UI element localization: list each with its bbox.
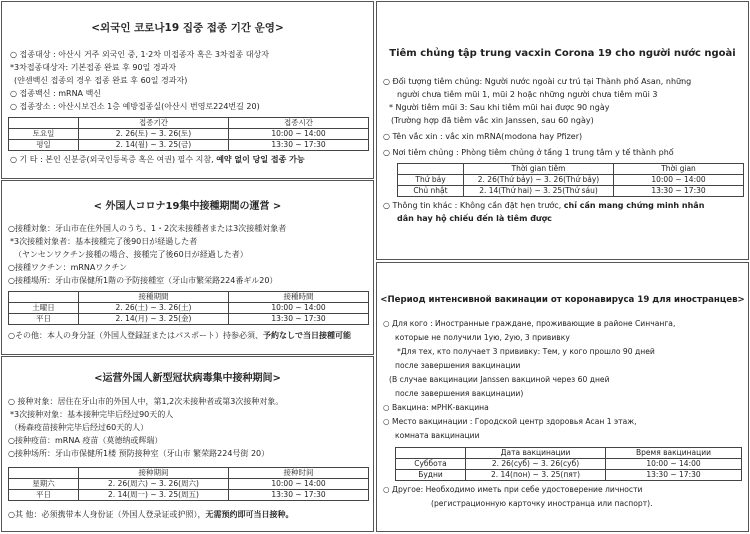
japanese-title: < 外国人コロナ19集中接種期間の運営 > <box>93 201 282 212</box>
chinese-line-vaccine: ○接种疫苗：mRNA 疫苗（莫德纳或辉瑞） <box>8 436 163 445</box>
table-row <box>9 140 369 151</box>
vietnamese-line-target: ○ Đối tượng tiêm chủng: Người nước ngoài cư trú tại Thành phố Asan, những <box>383 77 692 86</box>
table-cell: 10:00 ~ 14:00 <box>229 303 369 314</box>
japanese-schedule-table <box>8 291 369 325</box>
japanese-notice-panel <box>1 180 374 355</box>
table-cell: 2. 26(토) ~ 3. 26(토) <box>79 129 229 140</box>
table-cell: 土曜日 <box>9 303 79 314</box>
table-row <box>398 175 744 186</box>
vietnamese-line-janssen: (Trường hợp đã tiêm vắc xin Janssen, sau 60 ngày) <box>391 116 594 125</box>
table-row <box>9 129 369 140</box>
russian-line-vaccine: ○ Вакцина: мРНК-вакцина <box>383 403 489 412</box>
vietnamese-note-text: ○ Thông tin khác : Không cần đặt hẹn trước, <box>383 201 564 210</box>
table-row <box>398 186 744 197</box>
korean-line-place: ○ 접종장소 : 아산시보건소 1층 예방접종실(아산시 번영로224번길 20) <box>10 102 260 111</box>
table-header-cell: 接種時間 <box>229 292 369 303</box>
vietnamese-line-target-cont: người chưa tiêm mũi 1, mũi 2 hoặc những người chưa tiêm mũi 3 <box>397 90 658 99</box>
korean-note-emphasis: 예약 없이 당일 접종 가능 <box>216 155 305 164</box>
table-header-cell: Время вакцинации <box>606 448 742 459</box>
chinese-notice-panel <box>1 356 374 532</box>
table-cell: 10:00 ~ 14:00 <box>229 129 369 140</box>
russian-title: <Период интенсивной вакинации от коронавируса 19 для иностранцев> <box>380 295 745 305</box>
vietnamese-line-third-dose: * Người tiêm mũi 3: Sau khi tiêm mũi hai được 90 ngày <box>389 103 610 112</box>
russian-note-cont: (регистрационную карточку иностранца или паспорт). <box>431 499 653 508</box>
table-cell: 平日 <box>9 490 79 501</box>
table-header-cell: Thời gian tiêm <box>464 164 614 175</box>
table-cell: 13:30 ~ 17:30 <box>614 186 744 197</box>
japanese-line-janssen: （ヤンセンワクチン接種の場合、接種完了後60日が経過した者） <box>14 250 248 259</box>
russian-line-target: ○ Для кого : Иностранные граждане, проживающие в районе Синчанга, <box>383 319 676 328</box>
japanese-note <box>8 331 351 341</box>
table-header-row <box>9 292 369 303</box>
vietnamese-title: Tiêm chủng tập trung vacxin Corona 19 cho người nước ngoài <box>389 48 736 59</box>
japanese-line-vaccine: ○接種ワクチン：mRNAワクチン <box>8 263 127 272</box>
table-cell: 星期六 <box>9 479 79 490</box>
table-row <box>396 470 742 481</box>
table-header-row <box>9 468 369 479</box>
table-cell: 10:00 ~ 14:00 <box>229 479 369 490</box>
table-header-row <box>9 118 369 129</box>
table-cell: 13:30 ~ 17:30 <box>229 140 369 151</box>
russian-line-third-dose-cont: после завершения вакцинации <box>395 361 521 370</box>
japanese-note-text: ○その他：本人の身分証（外国人登録証またはパスポート）持参必須、 <box>8 331 263 340</box>
table-header-cell: 接種期間 <box>79 292 229 303</box>
table-cell: 2. 14(월) ~ 3. 25(금) <box>79 140 229 151</box>
table-cell: Суббота <box>396 459 466 470</box>
table-header-row <box>398 164 744 175</box>
korean-note-text: ○ 기 타 : 본인 신분증(외국인등록증 혹은 여권) 필수 지참, <box>10 155 217 164</box>
vietnamese-notice-panel <box>376 1 749 260</box>
russian-note: ○ Другое: Необходимо иметь при себе удостоверение личности <box>383 485 643 494</box>
table-cell: 2. 14(月) ~ 3. 25(金) <box>79 314 229 325</box>
korean-line-target: ○ 접종대상 : 아산시 거주 외국인 중, 1·2차 미접종자 혹은 3차접종 대상자 <box>10 50 269 59</box>
russian-notice-panel <box>376 262 749 532</box>
table-row <box>9 479 369 490</box>
japanese-line-target: ○接種対象：牙山市在住外国人のうち、1・2次未接種者または3次接種対象者 <box>8 224 287 233</box>
chinese-line-janssen: （杨森疫苗接种完毕后经过60天的人） <box>10 423 149 432</box>
korean-title: <외국인 코로나19 집중 접종 기간 운영> <box>91 22 284 34</box>
table-cell: Будни <box>396 470 466 481</box>
table-cell: 13:30 ~ 17:30 <box>606 470 742 481</box>
table-cell: 13:30 ~ 17:30 <box>229 314 369 325</box>
russian-line-place-cont: комната вакцинации <box>395 431 480 440</box>
japanese-note-emphasis: 予約なしで当日接種可能 <box>262 331 351 340</box>
korean-line-janssen: (얀센백신 접종의 경우 접종 완료 후 60일 경과자) <box>14 76 188 85</box>
table-cell: 2. 14(пон) ~ 3. 25(пят) <box>466 470 606 481</box>
vietnamese-note <box>383 201 704 211</box>
russian-schedule-table <box>395 447 742 481</box>
table-row <box>9 314 369 325</box>
table-cell: Chủ nhật <box>398 186 464 197</box>
table-cell: Thứ bảy <box>398 175 464 186</box>
russian-line-place: ○ Место вакцинации : Городской центр здоровья Асан 1 этаж, <box>383 417 637 426</box>
table-header-cell <box>9 292 79 303</box>
table-cell: 2. 26(Thứ bảy) ~ 3. 26(Thứ bảy) <box>464 175 614 186</box>
russian-line-janssen-cont: после завершения вакцинации) <box>395 389 524 398</box>
korean-line-vaccine: ○ 접종백신 : mRNA 백신 <box>10 89 102 98</box>
vietnamese-schedule-table <box>397 163 744 197</box>
table-cell: 平日 <box>9 314 79 325</box>
table-header-row <box>396 448 742 459</box>
japanese-line-third-dose: *3次接種対象者：基本接種完了後90日が経過した者 <box>10 237 198 246</box>
table-header-cell: 接种期间 <box>79 468 229 479</box>
chinese-schedule-table <box>8 467 369 501</box>
table-cell: 2. 14(Thứ hai) ~ 3. 25(Thứ sáu) <box>464 186 614 197</box>
table-header-cell: Дата вакцинации <box>466 448 606 459</box>
table-cell: 13:30 ~ 17:30 <box>229 490 369 501</box>
table-cell: 2. 26(周六) ~ 3. 26(周六) <box>79 479 229 490</box>
table-row <box>396 459 742 470</box>
korean-notice-panel <box>1 1 374 179</box>
chinese-title: <运营外国人新型冠状病毒集中接种期间> <box>94 373 281 384</box>
table-header-cell <box>396 448 466 459</box>
table-cell: 2. 14(周一) ~ 3. 25(周五) <box>79 490 229 501</box>
table-header-cell <box>398 164 464 175</box>
vietnamese-line-place: ○ Nơi tiêm chủng : Phòng tiêm chủng ở tầng 1 trung tâm y tế thành phố <box>383 148 674 157</box>
russian-line-janssen: (В случае вакцинации Janssen вакциной через 60 дней <box>389 375 610 384</box>
russian-line-target-cont: которые не получили 1ую, 2ую, 3 прививку <box>395 333 570 342</box>
table-cell: 10:00 ~ 14:00 <box>614 175 744 186</box>
table-cell: 10:00 ~ 14:00 <box>606 459 742 470</box>
chinese-line-target: ○ 接种对象：居住在牙山市的外国人中，第1,2次未接种者或第3次接种对象。 <box>8 397 284 406</box>
table-cell: 2. 26(土) ~ 3. 26(土) <box>79 303 229 314</box>
table-header-cell <box>9 468 79 479</box>
table-cell: 평일 <box>9 140 79 151</box>
chinese-note <box>8 510 294 520</box>
table-cell: 2. 26(суб) ~ 3. 26(суб) <box>466 459 606 470</box>
korean-note <box>10 155 305 165</box>
korean-schedule-table <box>8 117 369 151</box>
table-cell: 토요일 <box>9 129 79 140</box>
table-header-cell: 접종기간 <box>79 118 229 129</box>
table-header-cell <box>9 118 79 129</box>
table-row <box>9 490 369 501</box>
table-header-cell: 接种时间 <box>229 468 369 479</box>
vietnamese-note-emphasis-cont: dân hay hộ chiếu đến là tiêm được <box>397 214 552 223</box>
table-row <box>9 303 369 314</box>
chinese-line-place: ○接种场所：牙山市保健所1楼 预防接种室（牙山市 繁荣路224号街 20） <box>8 449 270 458</box>
table-header-cell: Thời gian <box>614 164 744 175</box>
russian-line-third-dose: *Для тех, кто получает 3 прививку: Тем, у кого прошло 90 дней <box>397 347 655 356</box>
table-header-cell: 접종시간 <box>229 118 369 129</box>
japanese-line-place: ○接種場所：牙山市保健所1階の予防接種室（牙山市繁栄路224番ギル20） <box>8 276 278 285</box>
chinese-note-text: ○其 他：必须携带本人身份证（外国人登录证或护照）， <box>8 510 206 519</box>
chinese-line-third-dose: *3次接种对象：基本接种完毕后经过90天的人 <box>10 410 174 419</box>
vietnamese-line-vaccine: ○ Tên vắc xin : vắc xin mRNA(modona hay Pfizer) <box>383 132 583 141</box>
vietnamese-note-emphasis: chỉ cần mang chứng minh nhân <box>563 201 705 210</box>
korean-line-third-dose: *3차접종대상자: 기본접종 완료 후 90일 경과자 <box>10 63 177 72</box>
chinese-note-emphasis: 无需预约即可当日接种。 <box>205 510 294 519</box>
